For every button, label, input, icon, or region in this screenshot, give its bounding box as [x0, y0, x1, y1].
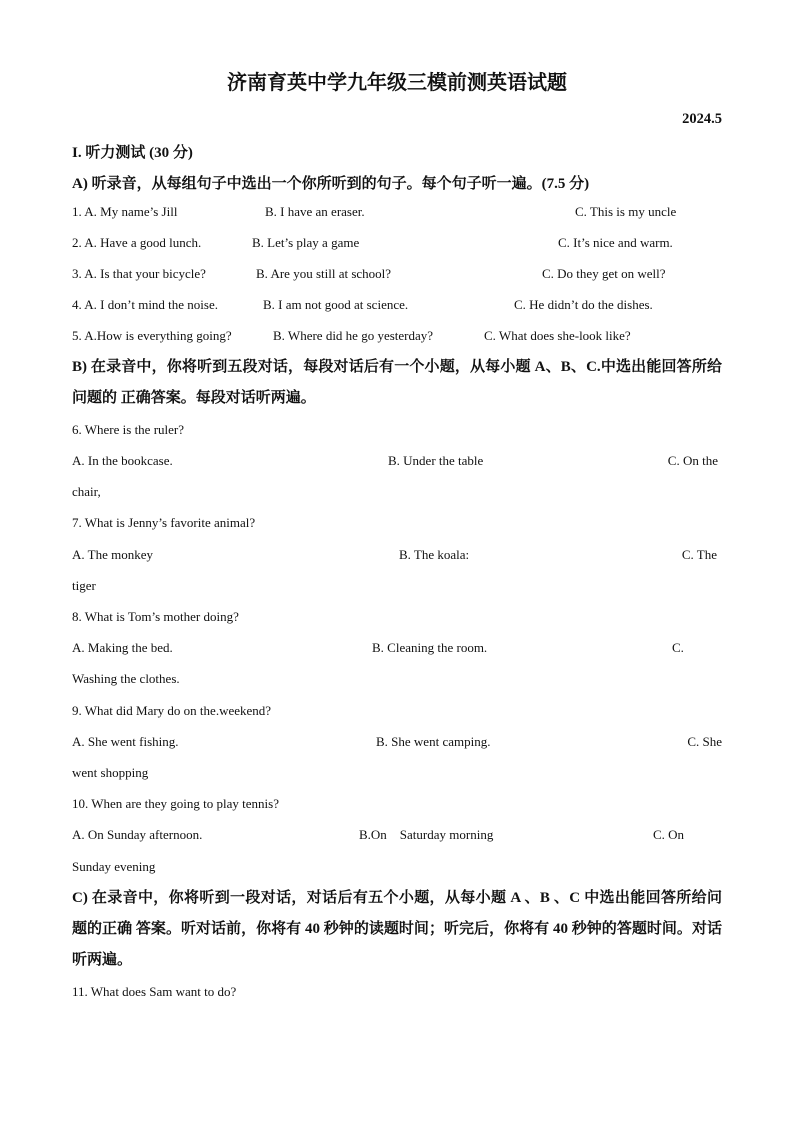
q3-option-b: B. Are you still at school?: [256, 266, 392, 281]
q10-option-b: B.On Saturday morning: [359, 827, 494, 842]
page-title: 济南育英中学九年级三模前测英语试题: [227, 72, 567, 94]
q8-question: 8. What is Tom’s mother doing?: [72, 609, 239, 624]
q6-option-c-cont: chair,: [72, 484, 101, 499]
section-heading: I. 听力测试 (30 分): [72, 145, 193, 161]
q10-option-a: A. On Sunday afternoon.: [72, 827, 203, 842]
q4-option-c: C. He didn’t do the dishes.: [514, 297, 653, 312]
q10-option-c-cont: Sunday evening: [72, 859, 156, 874]
q8-option-c-cont: Washing the clothes.: [72, 671, 180, 686]
q2-option-a: 2. A. Have a good lunch.: [72, 235, 202, 250]
q10-question: 10. When are they going to play tennis?: [72, 796, 279, 811]
q6-option-c: C. On the: [667, 453, 718, 468]
exam-date: 2024.5: [682, 111, 722, 127]
q5-option-a: 5. A.How is everything going?: [72, 328, 232, 343]
q4-option-b: B. I am not good at science.: [263, 297, 409, 312]
q1-option-c: C. This is my uncle: [575, 204, 677, 219]
q5-option-b: B. Where did he go yesterday?: [273, 328, 434, 343]
q6-option-b: B. Under the table: [388, 453, 484, 468]
part-b-instruction: B) 在录音中，你将听到五段对话，每段对话后有一个小题，从每小题 A、B、C.中选出能回答所给问题的 正确答案。每段对话听两遍。: [72, 359, 722, 406]
q2-option-b: B. Let’s play a game: [252, 235, 360, 250]
part-c-instruction: C) 在录音中，你将听到一段对话，对话后有五个小题，从每小题 A 、B 、C 中选出能回答所给问题的正确 答案。听对话前，你将有 40 秒钟的读题时间；听完后，你将有 40 秒钟的答题时间。对话听两遍。: [72, 890, 722, 968]
q6-question: 6. Where is the ruler?: [72, 422, 185, 437]
q7-option-c: C. The: [681, 547, 717, 562]
q8-option-a: A. Making the bed.: [72, 640, 173, 655]
q6-option-a: A. In the bookcase.: [72, 453, 173, 468]
q7-question: 7. What is Jenny’s favorite animal?: [72, 515, 256, 530]
q9-option-c-cont: went shopping: [72, 765, 149, 780]
q9-option-a: A. She went fishing.: [72, 734, 179, 749]
q8-option-b: B. Cleaning the room.: [372, 640, 488, 655]
q9-question: 9. What did Mary do on the.weekend?: [72, 703, 272, 718]
part-a-instruction: A) 听录音，从每组句子中选出一个你所听到的句子。每个句子听一遍。(7.5 分): [72, 176, 590, 192]
q7-option-c-cont: tiger: [72, 578, 96, 593]
q7-option-b: B. The koala:: [399, 547, 470, 562]
q2-option-c: C. It’s nice and warm.: [558, 235, 673, 250]
q4-option-a: 4. A. I don’t mind the noise.: [72, 297, 219, 312]
q3-option-a: 3. A. Is that your bicycle?: [72, 266, 206, 281]
q10-option-c: C. On: [653, 827, 685, 842]
q1-option-b: B. I have an eraser.: [265, 204, 365, 219]
q5-option-c: C. What does she-look like?: [484, 328, 631, 343]
q1-option-a: 1. A. My name’s Jill: [72, 204, 178, 219]
q7-option-a: A. The monkey: [72, 547, 153, 562]
q8-option-c: C.: [672, 640, 684, 655]
q9-option-c: C. She: [687, 734, 722, 749]
q11-question: 11. What does Sam want to do?: [72, 984, 237, 999]
q3-option-c: C. Do they get on well?: [542, 266, 666, 281]
q9-option-b: B. She went camping.: [376, 734, 491, 749]
